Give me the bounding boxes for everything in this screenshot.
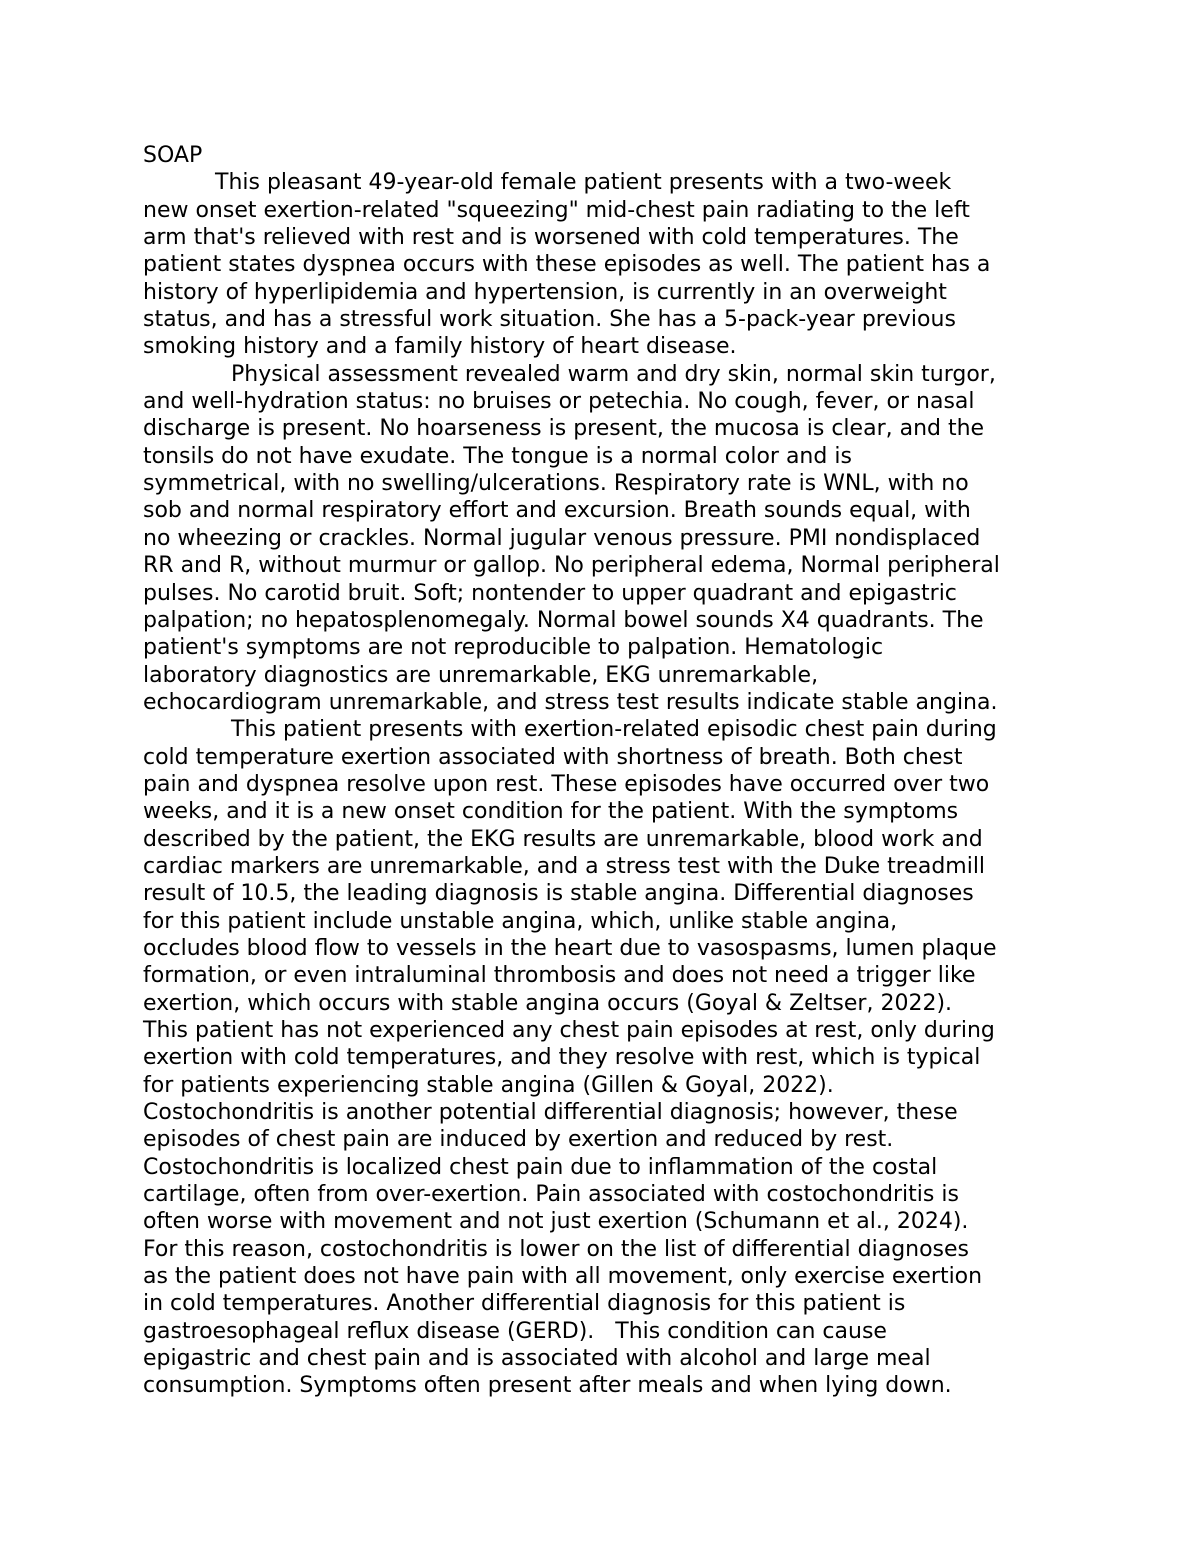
text-line: patient states dyspnea occurs with these episodes as well. The patient has a xyxy=(143,252,991,278)
document-body xyxy=(143,142,1068,1400)
text-line: Costochondritis is localized chest pain due to inflammation of the costal xyxy=(143,1154,938,1180)
text-line: in cold temperatures. Another differential diagnosis for this patient is xyxy=(143,1291,906,1317)
text-line: status, and has a stressful work situation. She has a 5-pack-year previous xyxy=(143,307,956,333)
text-line: as the patient does not have pain with all movement, only exercise exertion xyxy=(143,1264,983,1290)
text-line: echocardiogram unremarkable, and stress test results indicate stable angina. xyxy=(143,689,998,715)
text-line: pulses. No carotid bruit. Soft; nontender to upper quadrant and epigastric xyxy=(143,580,957,606)
text-line: cold temperature exertion associated with shortness of breath. Both chest xyxy=(143,744,963,770)
text-line: formation, or even intraluminal thrombosis and does not need a trigger like xyxy=(143,963,976,989)
text-line: This patient has not experienced any chest pain episodes at rest, only during xyxy=(143,1018,995,1043)
text-line: weeks, and it is a new onset condition for the patient. With the symptoms xyxy=(143,799,959,825)
text-line: history of hyperlipidemia and hypertension, is currently in an overweight xyxy=(143,279,947,305)
text-line: cardiac markers are unremarkable, and a stress test with the Duke treadmill xyxy=(143,853,986,879)
text-line: pain and dyspnea resolve upon rest. These episodes have occurred over two xyxy=(143,771,990,797)
text-line: cartilage, often from over-exertion. Pain associated with costochondritis is xyxy=(143,1182,959,1208)
text-line: exertion, which occurs with stable angina occurs (Goyal & Zeltser, 2022). xyxy=(143,990,953,1016)
text-line: arm that's relieved with rest and is worsened with cold temperatures. The xyxy=(143,225,959,251)
text-line: for this patient include unstable angina, which, unlike stable angina, xyxy=(143,908,898,934)
text-line: laboratory diagnostics are unremarkable, EKG unremarkable, xyxy=(143,662,819,688)
paragraph-history xyxy=(143,169,1068,360)
text-line: patient's symptoms are not reproducible to palpation. Hematologic xyxy=(143,635,884,661)
text-line: episodes of chest pain are induced by exertion and reduced by rest. xyxy=(143,1127,894,1153)
text-line: tonsils do not have exudate. The tongue is a normal color and is xyxy=(143,443,852,469)
text-line: result of 10.5, the leading diagnosis is stable angina. Differential diagnoses xyxy=(143,881,974,907)
text-line: smoking history and a family history of heart disease. xyxy=(143,334,737,360)
text-line: often worse with movement and not just exertion (Schumann et al., 2024). xyxy=(143,1209,969,1235)
text-line: described by the patient, the EKG results are unremarkable, blood work and xyxy=(143,826,983,852)
text-line: sob and normal respiratory effort and excursion. Breath sounds equal, with xyxy=(143,498,971,524)
text-line: new onset exertion-related "squeezing" mid-chest pain radiating to the left xyxy=(143,197,970,223)
text-line: and well-hydration status: no bruises or petechia. No cough, fever, or nasal xyxy=(143,389,975,415)
text-line: epigastric and chest pain and is associated with alcohol and large meal xyxy=(143,1346,931,1372)
text-line: Costochondritis is another potential differential diagnosis; however, these xyxy=(143,1100,958,1126)
text-line: exertion with cold temperatures, and they resolve with rest, which is typical xyxy=(143,1045,981,1071)
text-line: RR and R, without murmur or gallop. No peripheral edema, Normal peripheral xyxy=(143,553,1000,579)
paragraph-assessment-diagnosis xyxy=(143,716,1068,1400)
text-line: no wheezing or crackles. Normal jugular venous pressure. PMI nondisplaced xyxy=(143,525,981,551)
paragraph-physical-assessment xyxy=(143,361,1068,716)
text-line: gastroesophageal reflux disease (GERD). This condition can cause xyxy=(143,1318,887,1344)
text-line: palpation; no hepatosplenomegaly. Normal bowel sounds X4 quadrants. The xyxy=(143,607,984,633)
document-title: SOAP xyxy=(143,143,203,168)
text-line: occludes blood flow to vessels in the heart due to vasospasms, lumen plaque xyxy=(143,935,997,961)
text-line: Physical assessment revealed warm and dry skin, normal skin turgor, xyxy=(231,361,996,387)
text-line: This patient presents with exertion-related episodic chest pain during xyxy=(231,717,997,743)
text-line: discharge is present. No hoarseness is present, the mucosa is clear, and the xyxy=(143,416,985,442)
text-line: This pleasant 49-year-old female patient presents with a two-week xyxy=(215,170,952,196)
text-line: For this reason, costochondritis is lower on the list of differential diagnoses xyxy=(143,1236,970,1262)
text-line: symmetrical, with no swelling/ulcerations. Respiratory rate is WNL, with no xyxy=(143,471,969,497)
text-line: consumption. Symptoms often present after meals and when lying down. xyxy=(143,1373,952,1399)
text-line: for patients experiencing stable angina (Gillen & Goyal, 2022). xyxy=(143,1072,834,1098)
